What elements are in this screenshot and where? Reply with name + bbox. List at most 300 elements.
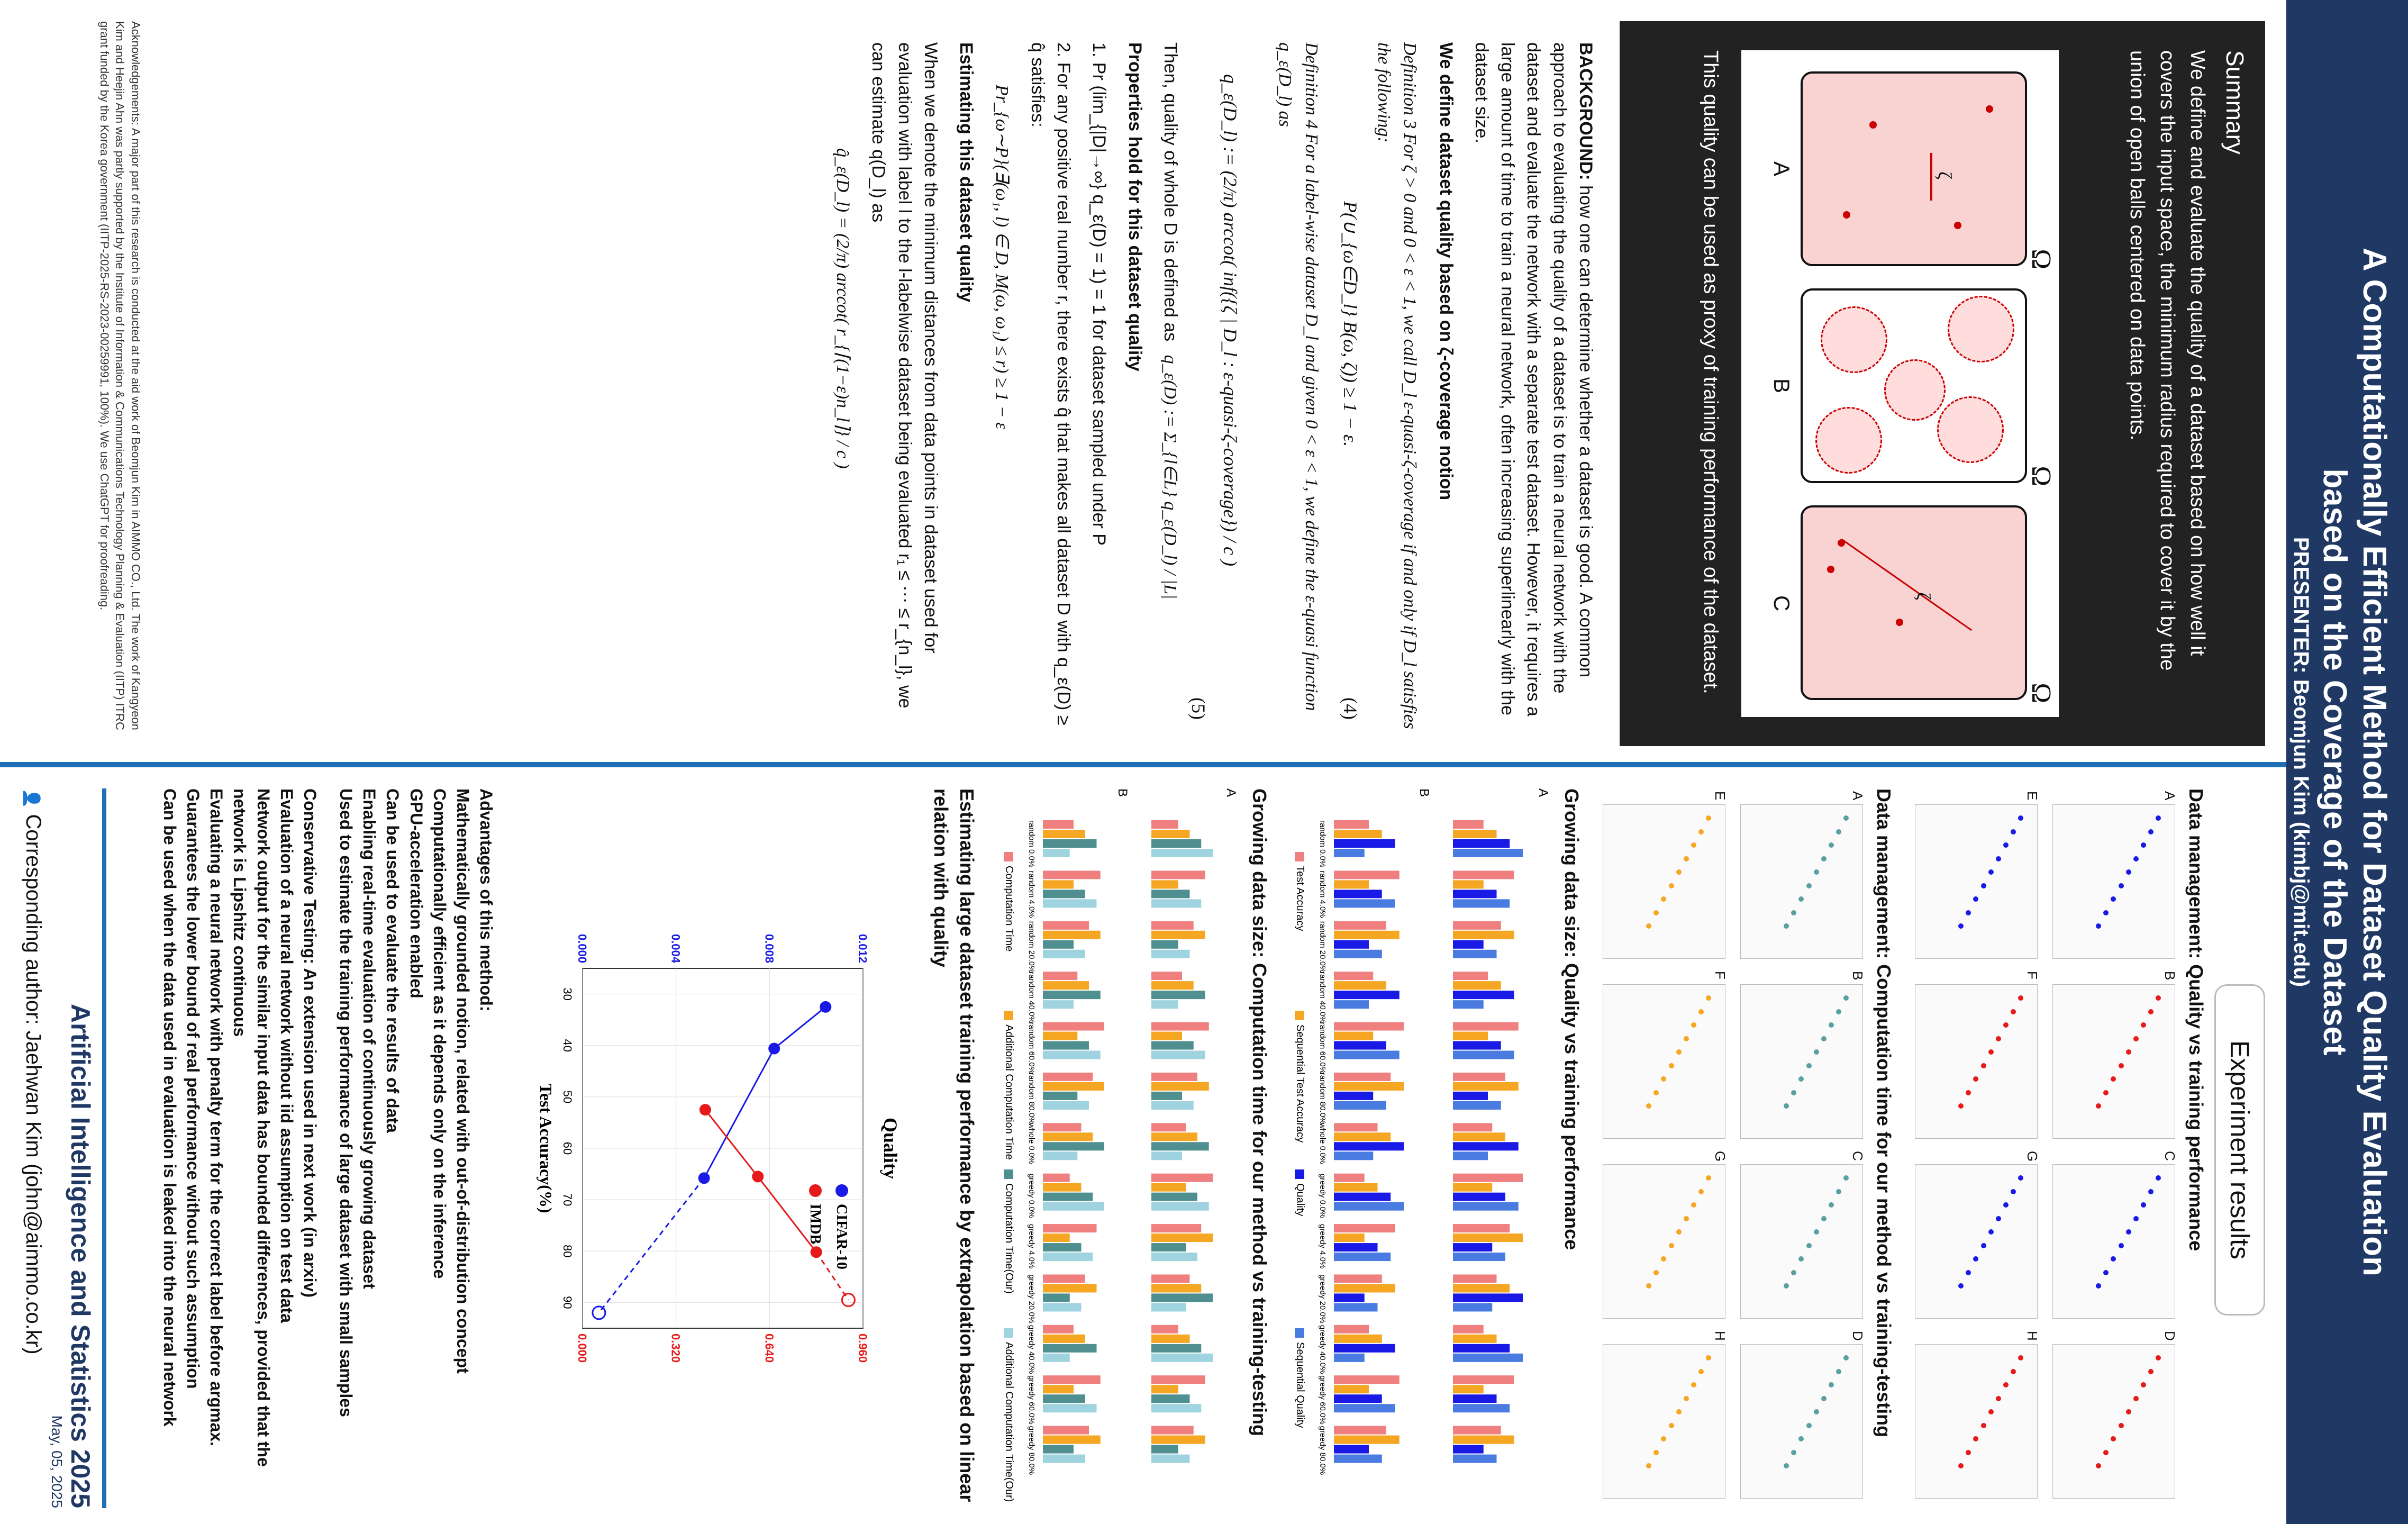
bar bbox=[1043, 991, 1101, 999]
mini-panel-b bbox=[2052, 971, 2178, 1139]
mini-point bbox=[1661, 1436, 1667, 1441]
bar bbox=[1334, 1394, 1382, 1403]
mini-point bbox=[1996, 1216, 2001, 1221]
data-point bbox=[1954, 222, 1961, 229]
bar bbox=[1334, 890, 1382, 898]
bar bbox=[1043, 1455, 1085, 1463]
mini-point bbox=[1684, 856, 1689, 861]
mini-point bbox=[2141, 842, 2146, 848]
bar bbox=[1453, 1284, 1510, 1292]
mini-point bbox=[1691, 842, 1696, 848]
panel-letter: D bbox=[2162, 1331, 2178, 1341]
bar bbox=[1151, 1022, 1209, 1031]
mini-point bbox=[1653, 910, 1659, 915]
bar bbox=[1151, 950, 1190, 958]
bar bbox=[1453, 1092, 1488, 1100]
mini-panel-g bbox=[1915, 1151, 2040, 1319]
acknowledgements: Acknowledgements: A major part of this research is conducted at the aid work of Beomjun Kim in AIMMO CO., Ltd. The work of Kangyeon Kim and Heejin Ahn was partly supported by the Institute of Information & Communications Technology Planning & Evaluation (IITP) ITRC grant funded by the Korea government (IITP-2025-RS-2023-00259991, 100%). We use ChatGPT for proofreading. bbox=[97, 21, 142, 730]
mini-point bbox=[2111, 1256, 2116, 1262]
footer bbox=[21, 788, 96, 1508]
bar bbox=[1151, 1344, 1201, 1353]
conservative-item: Guarantees the lower bound of real performance without such assumption bbox=[184, 788, 203, 1389]
bar bbox=[1151, 1394, 1190, 1403]
legend-marker bbox=[835, 1184, 848, 1197]
mini-panel-b bbox=[1740, 971, 1866, 1139]
mini-point bbox=[2141, 1202, 2146, 1208]
bar bbox=[1151, 880, 1178, 888]
mini-point bbox=[1669, 1243, 1674, 1248]
bar bbox=[1334, 1183, 1378, 1192]
mini-point bbox=[2156, 1175, 2161, 1181]
mini-point bbox=[1996, 856, 2001, 861]
bar bbox=[1043, 1385, 1074, 1393]
omega-symbol: Ω bbox=[2026, 683, 2056, 703]
computation-time-grid bbox=[1593, 788, 1868, 1508]
bar bbox=[1453, 1224, 1510, 1232]
bar bbox=[1151, 931, 1205, 939]
x-tick-label: 50 bbox=[561, 1090, 574, 1104]
bar bbox=[1334, 1132, 1391, 1141]
mini-point bbox=[1799, 1436, 1804, 1441]
legend-swatch bbox=[1004, 1328, 1013, 1338]
bar bbox=[1334, 849, 1365, 857]
bar bbox=[1151, 1041, 1194, 1050]
equation-5-number: (5) bbox=[1188, 697, 1210, 720]
bar-category-label: greedy 4.0% bbox=[1027, 1224, 1036, 1269]
mini-point bbox=[1799, 1076, 1804, 1082]
mini-point bbox=[2148, 1189, 2153, 1194]
omega-symbol: Ω bbox=[2026, 466, 2056, 486]
bar bbox=[1453, 870, 1514, 879]
bar bbox=[1334, 1073, 1391, 1081]
bar bbox=[1453, 1335, 1497, 1343]
bar bbox=[1043, 1132, 1093, 1141]
bar bbox=[1151, 1132, 1197, 1141]
data-point bbox=[1843, 211, 1850, 219]
bar bbox=[1043, 1394, 1085, 1403]
mini-point bbox=[2103, 1270, 2109, 1275]
bar bbox=[1334, 1426, 1386, 1435]
mini-point bbox=[2019, 1355, 2024, 1360]
advantage-item: Used to estimate the training performance of large dataset with small samples bbox=[337, 788, 356, 1417]
bar bbox=[1151, 839, 1201, 848]
mini-point bbox=[1958, 1283, 1964, 1289]
mini-point bbox=[2119, 883, 2124, 888]
mini-panel-e bbox=[1915, 791, 2040, 959]
bar-category-label: random 0.0% bbox=[1318, 820, 1327, 868]
bar bbox=[1151, 1193, 1197, 1201]
property-1: 1. Pr (lim_{|D|→∞} q_ε(D) = 1) = 1 for dataset sampled under P bbox=[1089, 42, 1110, 546]
person-icon: 👤 bbox=[23, 788, 40, 809]
advantage-item: Mathematically grounded notion, related with out-of-distribution concept bbox=[453, 788, 472, 1374]
mini-point bbox=[1988, 1409, 1994, 1414]
bar bbox=[1334, 1274, 1382, 1283]
bar bbox=[1453, 1445, 1484, 1454]
bar bbox=[1453, 1174, 1523, 1182]
bar bbox=[1151, 1233, 1213, 1242]
ball bbox=[1815, 407, 1882, 474]
bar bbox=[1334, 1445, 1369, 1454]
mini-point bbox=[2148, 1009, 2153, 1014]
bar bbox=[1453, 1151, 1488, 1160]
mini-point bbox=[1669, 1063, 1674, 1068]
bar bbox=[1334, 921, 1386, 930]
bar-category-label: random 80.0% bbox=[1318, 1072, 1327, 1124]
ball bbox=[1821, 306, 1887, 373]
bar bbox=[1453, 839, 1510, 848]
mini-point bbox=[1966, 1450, 1971, 1455]
extrapolation-chart-container bbox=[508, 905, 911, 1392]
bar bbox=[1151, 1253, 1197, 1261]
bar bbox=[1043, 1123, 1082, 1131]
mini-point bbox=[1814, 869, 1819, 875]
bar bbox=[1453, 1394, 1497, 1403]
bar bbox=[1334, 830, 1382, 838]
definition-whole-row bbox=[1157, 42, 1183, 730]
bar bbox=[1453, 981, 1501, 990]
bar bbox=[1151, 1455, 1190, 1463]
bar bbox=[1043, 1233, 1070, 1242]
mini-point bbox=[1676, 869, 1682, 875]
mini-point bbox=[1669, 1423, 1674, 1428]
bar bbox=[1334, 1436, 1400, 1444]
bar-category-label: random 4.0% bbox=[1027, 870, 1036, 918]
bar bbox=[1151, 991, 1205, 999]
bar bbox=[1043, 1426, 1089, 1435]
bar bbox=[1151, 1243, 1186, 1251]
mini-point bbox=[1974, 896, 1979, 902]
advantage-item: GPU-acceleration enabled bbox=[406, 788, 426, 999]
panel-letter: A bbox=[1850, 791, 1866, 801]
bar bbox=[1151, 890, 1190, 898]
bar bbox=[1043, 839, 1097, 848]
bar bbox=[1151, 830, 1190, 838]
bar bbox=[1453, 972, 1488, 980]
mini-point bbox=[1829, 1382, 1834, 1387]
x-tick-label: 60 bbox=[561, 1141, 574, 1155]
bar bbox=[1151, 1274, 1190, 1283]
bar bbox=[1043, 830, 1085, 838]
bar bbox=[1151, 1123, 1186, 1131]
mini-point bbox=[2003, 1022, 2009, 1028]
bar-category-label: random 20.0% bbox=[1027, 921, 1036, 973]
mini-point bbox=[1814, 1229, 1819, 1235]
bar bbox=[1334, 1404, 1395, 1412]
bar bbox=[1043, 1041, 1089, 1050]
fig-label-a: A bbox=[1769, 161, 1794, 177]
mini-point bbox=[2019, 995, 2024, 1001]
zeta-symbol: ζ bbox=[1934, 171, 1956, 179]
bar-category-label: greedy 20.0% bbox=[1027, 1274, 1036, 1324]
mini-point bbox=[1653, 1270, 1659, 1275]
bar bbox=[1043, 1142, 1104, 1150]
x-tick-label: 30 bbox=[561, 987, 574, 1001]
bar bbox=[1453, 1082, 1519, 1091]
bar bbox=[1453, 1041, 1501, 1050]
bar bbox=[1151, 1436, 1205, 1444]
equation-5-row bbox=[1183, 42, 1262, 730]
bar bbox=[1043, 1243, 1082, 1251]
bar-category-label: greedy 40.0% bbox=[1027, 1325, 1036, 1374]
bar bbox=[1453, 1202, 1519, 1211]
bar bbox=[1151, 1354, 1213, 1362]
bar bbox=[1453, 1032, 1488, 1040]
mini-panel-h bbox=[1603, 1331, 1728, 1499]
bar bbox=[1334, 1293, 1365, 1302]
mini-point bbox=[2119, 1063, 2124, 1068]
mini-point bbox=[2019, 1175, 2024, 1181]
bar bbox=[1043, 820, 1074, 829]
omega-symbol: Ω bbox=[2026, 249, 2056, 269]
bar bbox=[1043, 849, 1070, 857]
bar bbox=[1151, 1445, 1178, 1454]
x-axis-label: Test Accuracy(%) bbox=[537, 1083, 556, 1213]
mini-panel-c bbox=[1740, 1151, 1866, 1319]
poster-title-line1: A Computationally Efficient Method for Dataset Quality Evaluation bbox=[2356, 247, 2393, 1276]
bar bbox=[1043, 1274, 1085, 1283]
conference-name: Artificial Intelligence and Statistics 2025 bbox=[66, 1003, 95, 1508]
mini-point bbox=[1829, 1022, 1834, 1028]
bar bbox=[1334, 1344, 1395, 1353]
data-point bbox=[768, 1043, 780, 1055]
bar bbox=[1151, 1082, 1209, 1091]
mini-point bbox=[2119, 1423, 2124, 1428]
mini-point bbox=[1698, 1369, 1704, 1374]
bar bbox=[1151, 1151, 1182, 1160]
bar bbox=[1043, 1073, 1093, 1081]
mini-point bbox=[1996, 1036, 2001, 1041]
legend-label: Quality bbox=[1294, 1183, 1306, 1217]
mini-panel-g bbox=[1603, 1151, 1728, 1319]
mini-point bbox=[1791, 1090, 1796, 1095]
bar bbox=[1334, 899, 1395, 908]
bar bbox=[1453, 820, 1484, 829]
bar bbox=[1334, 981, 1386, 990]
bar bbox=[1334, 880, 1369, 888]
mini-point bbox=[1981, 1243, 1986, 1248]
bar bbox=[1043, 1082, 1104, 1091]
mini-panel-a bbox=[1740, 791, 1866, 959]
bar bbox=[1151, 1174, 1213, 1182]
bar-category-label: random 60.0% bbox=[1318, 1022, 1327, 1074]
panel-letter: G bbox=[1712, 1151, 1728, 1162]
legend-label: IMDB bbox=[807, 1204, 823, 1245]
conservative-item: Evaluating a neural network with penalty term for the correct label before argmax. bbox=[207, 788, 226, 1446]
mini-point bbox=[2011, 1009, 2016, 1014]
bar bbox=[1334, 950, 1382, 958]
definition-3: Definition 3 For ζ > 0 and 0 < ε < 1, we call D_l ε-quasi-ζ-coverage if and only if D_l satisfies the following: bbox=[1374, 42, 1420, 729]
bar bbox=[1334, 839, 1395, 848]
mini-point bbox=[1706, 1355, 1712, 1360]
bar bbox=[1043, 940, 1074, 949]
bar bbox=[1043, 899, 1097, 908]
method-text bbox=[820, 42, 1598, 730]
bar-category-label: random 4.0% bbox=[1318, 870, 1327, 918]
mini-point bbox=[2019, 815, 2024, 821]
mini-point bbox=[2156, 995, 2161, 1001]
conservative-item: Evaluation of a neural network without iid assumption on test data bbox=[277, 788, 296, 1323]
mini-point bbox=[2111, 896, 2116, 902]
data-point bbox=[820, 1001, 831, 1013]
advantages-heading: Advantages of this method: bbox=[477, 788, 496, 1012]
mini-point bbox=[1974, 1076, 1979, 1082]
mini-point bbox=[1799, 896, 1804, 902]
mini-point bbox=[1799, 1256, 1804, 1262]
mini-point bbox=[1958, 1463, 1964, 1468]
mini-point bbox=[1981, 1063, 1986, 1068]
mini-point bbox=[1958, 923, 1964, 929]
equation-4-row bbox=[1324, 42, 1361, 730]
bar bbox=[1151, 1101, 1194, 1110]
mini-point bbox=[1706, 995, 1712, 1001]
legend-label: Sequential Test Accuracy bbox=[1294, 1024, 1306, 1143]
mini-point bbox=[1784, 1463, 1789, 1468]
x-tick-label: 80 bbox=[561, 1245, 574, 1258]
x-tick-label: 90 bbox=[561, 1296, 574, 1309]
right-column bbox=[0, 773, 2286, 1524]
legend-label: Additional Computation Time(Our) bbox=[1003, 1342, 1015, 1502]
mini-point bbox=[1806, 1063, 1812, 1068]
bar bbox=[1453, 991, 1514, 999]
zeta-symbol: ζ bbox=[1913, 592, 1934, 600]
bar bbox=[1453, 1344, 1510, 1353]
bar bbox=[1453, 849, 1523, 857]
mini-point bbox=[2126, 1049, 2131, 1055]
property-2: 2. For any positive real number r, there exists q̂ that makes all dataset D with q_ε(D) ≥ q̂ satisfies: bbox=[1027, 42, 1074, 725]
right-tick-label: 0.960 bbox=[856, 1334, 869, 1363]
bar-category-label: greedy 4.0% bbox=[1318, 1224, 1327, 1269]
bar bbox=[1334, 1151, 1373, 1160]
mini-point bbox=[1784, 923, 1789, 929]
mini-point bbox=[1844, 815, 1849, 821]
box-c bbox=[1801, 505, 2056, 703]
mini-point bbox=[1988, 869, 1994, 875]
bar bbox=[1151, 1032, 1182, 1040]
zeta-arrow bbox=[1930, 153, 1932, 201]
mini-point bbox=[1974, 1256, 1979, 1262]
bar bbox=[1453, 1073, 1505, 1081]
estimating-heading: Estimating this dataset quality bbox=[956, 42, 977, 303]
bar bbox=[1043, 1375, 1101, 1384]
bar bbox=[1334, 1101, 1386, 1110]
mini-point bbox=[2156, 815, 2161, 821]
left-tick-label: 0.000 bbox=[576, 933, 589, 963]
bar bbox=[1043, 1151, 1077, 1160]
property-2-equation: Pr_{ω∼P}(∃(ω₁, l) ∈ D, M(ω, ω₁) ≤ r) ≥ 1 − ε bbox=[992, 85, 1012, 430]
mini-point bbox=[2003, 1382, 2009, 1387]
bar bbox=[1453, 1132, 1505, 1141]
x-tick-label: 40 bbox=[561, 1039, 574, 1052]
mini-point bbox=[1698, 829, 1704, 834]
bar bbox=[1151, 940, 1178, 949]
box-b bbox=[1801, 288, 2056, 486]
legend-label: Test Accuracy bbox=[1294, 866, 1306, 931]
bar bbox=[1453, 1426, 1501, 1435]
mini-panel-d bbox=[1740, 1331, 1866, 1499]
bar bbox=[1043, 890, 1085, 898]
column-divider bbox=[0, 762, 2286, 767]
bar bbox=[1043, 1000, 1074, 1009]
conservative-item: Conservative Testing: An extension used in next work (in arxiv) bbox=[300, 788, 320, 1298]
bar-category-label: whole 0.0% bbox=[1318, 1123, 1327, 1164]
legend-swatch bbox=[1004, 852, 1013, 861]
bar bbox=[1043, 950, 1085, 958]
extrapolation-chart bbox=[508, 905, 911, 1392]
legend-label: CIFAR-10 bbox=[833, 1204, 850, 1269]
bar-category-label: greedy 80.0% bbox=[1318, 1426, 1327, 1475]
equation-whole: q_ε(D) := Σ_{l∈L} q_ε(D_l) / |L| bbox=[1160, 355, 1180, 600]
mini-point bbox=[1684, 1216, 1689, 1221]
bar bbox=[1043, 1404, 1097, 1412]
bar bbox=[1151, 1202, 1209, 1211]
bar bbox=[1043, 972, 1077, 980]
mini-point bbox=[2096, 1103, 2101, 1109]
experiment-heading: Experiment results bbox=[2214, 984, 2265, 1316]
bar bbox=[1151, 1142, 1209, 1150]
chart-title: Quality bbox=[880, 1117, 901, 1180]
mini-point bbox=[1698, 1009, 1704, 1014]
mini-point bbox=[2096, 1283, 2101, 1289]
mini-point bbox=[1829, 1202, 1834, 1208]
bar bbox=[1334, 1174, 1365, 1182]
mini-point bbox=[1844, 1355, 1849, 1360]
mini-panel-h bbox=[1915, 1331, 2040, 1499]
ball bbox=[1948, 296, 2014, 362]
bar bbox=[1453, 921, 1501, 930]
legend-swatch bbox=[1004, 1169, 1013, 1179]
bar-category-label: greedy 40.0% bbox=[1318, 1325, 1327, 1374]
mini-point bbox=[1661, 896, 1667, 902]
bar bbox=[1453, 1354, 1523, 1362]
bar bbox=[1043, 1092, 1077, 1100]
bar bbox=[1334, 1193, 1391, 1201]
bar bbox=[1334, 1253, 1391, 1261]
mini-point bbox=[1646, 1103, 1651, 1109]
bar bbox=[1334, 1455, 1382, 1463]
bar bbox=[1334, 1041, 1386, 1050]
background-lead: BACKGROUND: bbox=[1576, 42, 1596, 180]
bar bbox=[1151, 870, 1205, 879]
bar bbox=[1151, 1375, 1205, 1384]
mini-point bbox=[2011, 1189, 2016, 1194]
mini-point bbox=[1676, 1229, 1682, 1235]
mini-point bbox=[1988, 1049, 1994, 1055]
conservative-item: Network output for the similar input data has bounded differences, provided that the network is Lipshitz continuous bbox=[230, 788, 273, 1467]
equation-4: P(∪_{ω∈D_l} B(ω, ζ)) ≥ 1 − ε. bbox=[1339, 201, 1361, 447]
mini-point bbox=[2103, 910, 2109, 915]
bar bbox=[1043, 1325, 1074, 1334]
mini-point bbox=[1958, 1103, 1964, 1109]
equation-5: q_ε(D_l) := (2/π) arccot( inf({ζ | D_l : ε-quasi-ζ-coverage}) / c ) bbox=[1220, 74, 1241, 566]
advantage-item: Computationally efficient as it depends only on the inference bbox=[430, 788, 449, 1279]
mini-point bbox=[1966, 1090, 1971, 1095]
bar-panel-letter: A bbox=[1536, 788, 1550, 797]
poster-title-line2: based on the Coverage of the Dataset bbox=[2316, 468, 2353, 1056]
bar bbox=[1043, 921, 1089, 930]
bar bbox=[1043, 1101, 1089, 1110]
mini-point bbox=[1974, 1436, 1979, 1441]
bar-panel-letter: B bbox=[1417, 788, 1431, 797]
bar bbox=[1453, 1404, 1510, 1412]
bar bbox=[1151, 1224, 1201, 1232]
mini-point bbox=[2011, 829, 2016, 834]
bar-panel-letter: B bbox=[1115, 788, 1130, 797]
mini-point bbox=[1698, 1189, 1704, 1194]
bar bbox=[1453, 1000, 1484, 1009]
ball bbox=[1937, 396, 2004, 463]
bar bbox=[1151, 981, 1194, 990]
data-point bbox=[811, 1246, 822, 1258]
